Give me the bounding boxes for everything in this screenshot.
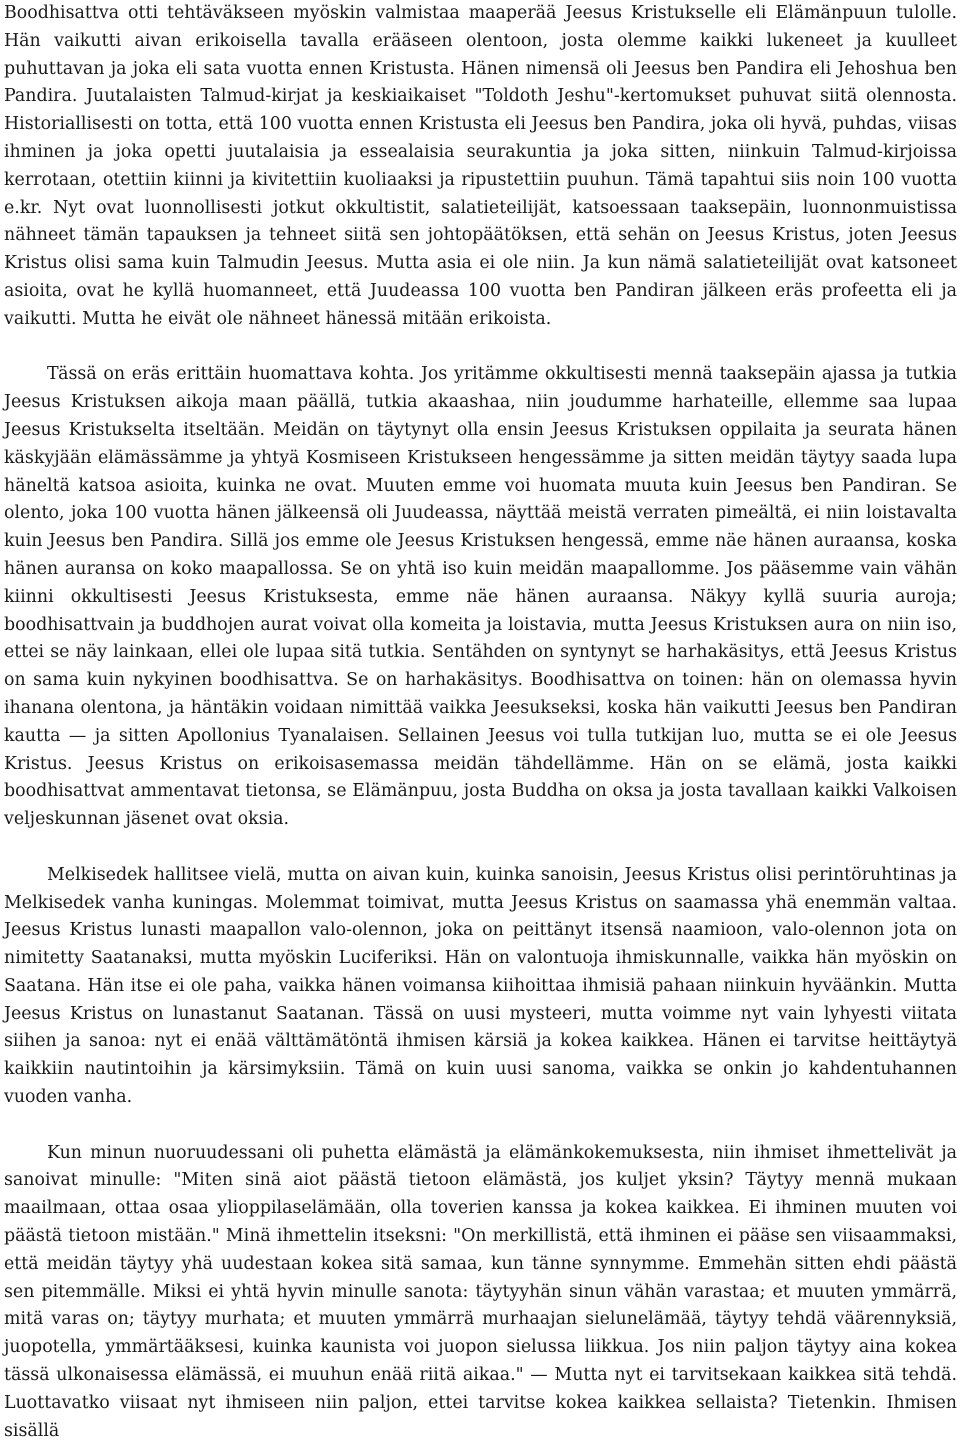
paragraph-1: Boodhisattva otti tehtäväkseen myöskin valmistaa maaperää Jeesus Kristukselle eli Elämänpuun tulolle. Hän vaikutti aivan erikoisella tavalla erääseen olentoon, josta olemme kaikki lukeneet ja kuulleet puhuttavan ja joka eli sata vuotta ennen Kristusta. Hänen nimensä oli Jeesus ben Pandira eli Jehoshua ben Pandira. Juutalaisten Talmud-kirjat ja keskiaikaiset "Toldoth Jeshu"-kertomukset puhuvat siitä olennosta. Historiallisesti on totta, että 100 vuotta ennen Kristusta eli Jeesus ben Pandira, joka oli hyvä, puhdas, viisas ihminen ja joka opetti juutalaisia ja essealaisia seurakuntia ja joka sitten, niinkuin Talmud-kirjoissa kerrotaan, otettiin kiinni ja kivitettiin kuoliaaksi ja ripustettiin puuhun. Tämä tapahtui siis noin 100 vuotta e.kr. Nyt ovat luonnollisesti jotkut okkultistit, salatieteilijät, katsoessaan taaksepäin, luonnonmuistissa nähneet tämän tapauksen ja tehneet siitä sen johtopäätöksen, että sehän on Jeesus Kristus, joten Jeesus Kristus olisi sama kuin Talmudin Jeesus. Mutta asia ei ole niin. Ja kun nämä salatieteilijät ovat katsoneet asioita, ovat he kyllä huomanneet, että Juudeassa 100 vuotta ben Pandiran jälkeen eräs profeetta eli ja vaikutti. Mutta he eivät ole nähneet hänessä mitään erikoista.	[4, 3, 957, 329]
paragraph-2: Tässä on eräs erittäin huomattava kohta. Jos yritämme okkultisesti mennä taaksepäin ajassa ja tutkia Jeesus Kristuksen aikoja maan päällä, tutkia akaashaa, niin joudumme harhateille, ellemme saa lupaa Jeesus Kristukselta itseltään. Meidän on täytynyt olla ensin Jeesus Kristuksen oppilaita ja seurata hänen käskyjään elämässämme ja yhtyä Kosmiseen Kristukseen hengessämme ja sitten meidän täytyy saada lupa häneltä katsoa asioita, kuinka ne ovat. Muuten emme voi huomata muuta kuin Jeesus ben Pandiran. Se olento, joka 100 vuotta hänen jälkeensä oli Juudeassa, näyttää meistä verraten pimeältä, ei niin loistavalta kuin Jeesus ben Pandira. Sillä jos emme ole Jeesus Kristuksen hengessä, emme näe hänen auraansa, koska hänen auransa on koko maapallossa. Se on yhtä iso kuin meidän maapallomme. Jos pääsemme vain vähän kiinni okkultisesti Jeesus Kristuksesta, emme näe hänen auraansa. Näkyy kyllä suuria auroja; boodhisattvain ja buddhojen aurat voivat olla komeita ja loistavia, mutta Jeesus Kristuksen aura on niin iso, ettei se näy lainkaan, ellei ole lupaa sitä tutkia. Sentähden on syntynyt se harhakäsitys, että Jeesus Kristus on sama kuin nykyinen boodhisattva. Se on harhakäsitys. Boodhisattva on toinen: hän on olemassa hyvin ihanana olentona, ja häntäkin voidaan nimittää vaikka Jeesukseksi, koska hän vaikutti Jeesus ben Pandiran kautta — ja sitten Apollonius Tyanalaisen. Sellainen Jeesus voi tulla tutkijan luo, mutta se ei ole Jeesus Kristus. Jeesus Kristus on erikoisasemassa meidän tähdellämme. Hän on se elämä, josta kaikki boodhisattvat ammentavat tietonsa, se Elämänpuu, josta Buddha on oksa ja josta tavallaan kaikki Valkoisen veljeskunnan jäsenet ovat oksia.	[4, 364, 957, 830]
paragraph-3: Melkisedek hallitsee vielä, mutta on aivan kuin, kuinka sanoisin, Jeesus Kristus olisi perintöruhtinas ja Melkisedek vanha kuningas. Molemmat toimivat, mutta Jeesus Kristus on saamassa yhä enemmän valtaa. Jeesus Kristus lunasti maapallon valo-olennon, joka on peittänyt itsensä naamioon, valo-olennon jota on nimitetty Saatanaksi, mutta myöskin Luciferiksi. Hän on valontuoja ihmiskunnalle, vaikka hän myöskin on Saatana. Hän itse ei ole paha, vaikka hänen voimansa kiihoittaa ihmisiä pahaan niinkuin hyväänkin. Mutta Jeesus Kristus on lunastanut Saatanan. Tässä on uusi mysteeri, mutta voimme nyt vain lyhyesti viitata siihen ja sanoa: nyt ei enää välttämätöntä ihmisen kärsiä ja kokea kaikkea. Hänen ei tarvitse heittäytyä kaikkiin nautintoihin ja kärsimyksiin. Tämä on kuin uusi sanoma, vaikka se onkin jo kahdentuhannen vuoden vanha.	[4, 864, 957, 1108]
paragraph-4: Kun minun nuoruudessani oli puhetta elämästä ja elämänkokemuksesta, niin ihmiset ihmettelivät ja sanoivat minulle: "Miten sinä aiot päästä tietoon elämästä, jos kuljet yksin? Täytyy mennä mukaan maailmaan, ottaa osaa ylioppilaselämään, olla toverien kanssa ja kokea kaikkea. Ei ihminen muuten voi päästä tietoon mistään." Minä ihmettelin itseksni: "On merkillistä, että ihminen ei pääse sen viisaammaksi, että meidän täytyy yhä uudestaan kokea sitä samaa, kun tänne synnymme. Emmehän sitten ehdi päästä sen pitemmälle. Miksi ei yhtä hyvin minulle sanota: täytyyhän sinun vähän varastaa; et muuten ymmärrä, mitä varas on; täytyy murhata; et muuten ymmärrä murhaajan sielunelämää, täytyy tehdä väärennyksiä, juopotella, ymmärtääksesi, kuinka kaunista voi juopon sielussa liikkua. Jos niin paljon täytyy aina kokea tässä ulkonaisessa elämässä, ei muuhun enää riitä aikaa." — Mutta nyt ei tarvitsekaan kaikkea sitä tehdä. Luottavatko viisaat nyt ihmiseen niin paljon, ettei tarvitse kokea kaikkea sellaista? Tietenkin. Ihmisen sisällä	[4, 1142, 957, 1441]
